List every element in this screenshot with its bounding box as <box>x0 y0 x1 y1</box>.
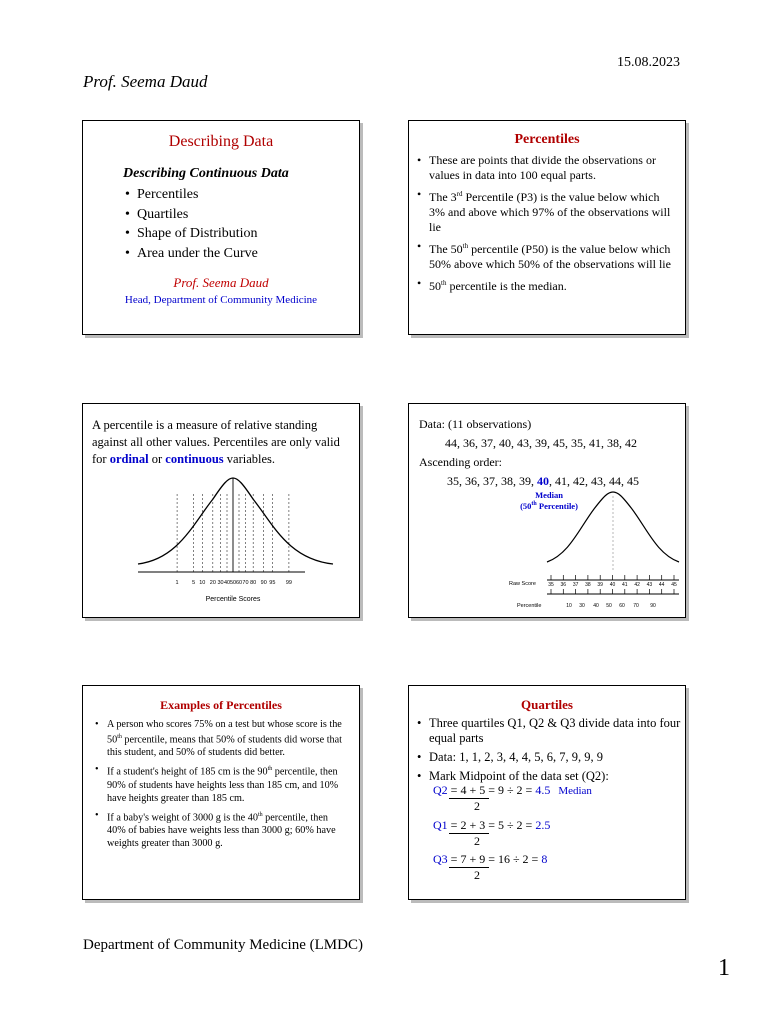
percentile-tick-label: 10 <box>566 603 572 609</box>
normal-curve <box>138 478 333 564</box>
list-item: • Percentiles <box>123 185 258 205</box>
list-item: • If a baby's weight of 3000 g is the 40th percentile, then 40% of babies have weights less than 3000 g; 60% have weights greater than 3000 g. <box>93 809 345 850</box>
q2-denominator: 2 <box>474 799 480 813</box>
fraction-bar <box>449 867 489 868</box>
tick-label: 30 <box>217 580 224 586</box>
tick-label: 80 <box>250 580 257 586</box>
tick-label: 60 <box>235 580 243 586</box>
raw-tick-label: 45 <box>671 582 677 588</box>
slide-title: Examples of Percentiles <box>160 698 282 712</box>
list-item: • 50th percentile is the median. <box>415 276 677 294</box>
tick-label: 5 <box>192 580 196 586</box>
page-number: 1 <box>718 955 730 981</box>
percentile-curve-figure <box>83 404 359 617</box>
footer-department: Department of Community Medicine (LMDC) <box>83 937 363 953</box>
list-item: • Mark Midpoint of the data set (Q2): <box>415 769 681 784</box>
slide-percentile-examples <box>82 685 360 900</box>
normal-curve <box>547 492 679 562</box>
percentile-label: Percentile <box>517 603 542 609</box>
list-item: • Area under the Curve <box>123 244 258 264</box>
definition-text: A percentile is a measure of relative standing against all other values. Percentiles are only valid for ordinal or continuous variables. <box>92 418 340 466</box>
percentile-tick-label: 90 <box>650 603 656 609</box>
slide-signature: Prof. Seema Daud <box>173 275 269 290</box>
raw-tick-label: 41 <box>622 582 628 588</box>
q2-formula: Q2 = 4 + 5 = 9 ÷ 2 = 4.5 Median <box>433 783 592 797</box>
tick-label: 95 <box>269 580 276 586</box>
tick-label: 40 <box>223 580 231 586</box>
list-item: • Three quartiles Q1, Q2 & Q3 divide data into four equal parts <box>415 716 681 746</box>
page-date: 15.08.2023 <box>617 55 680 70</box>
raw-tick-label: 36 <box>560 582 567 588</box>
slide-title: Quartiles <box>521 697 573 712</box>
q1-denominator: 2 <box>474 834 480 848</box>
slide-percentile-definition <box>82 403 360 618</box>
percentile-tick-label: 60 <box>619 603 625 609</box>
raw-tick-label: 39 <box>597 582 603 588</box>
slide-role: Head, Department of Community Medicine <box>124 294 318 306</box>
topic-list <box>123 185 258 263</box>
data-values: 44, 36, 37, 40, 43, 39, 45, 35, 41, 38, 42 <box>445 436 637 450</box>
example-bullets <box>93 718 345 850</box>
percentile-tick-label: 30 <box>579 603 585 609</box>
slide-subtitle: Describing Continuous Data <box>123 166 289 181</box>
percentile-ticks <box>551 589 674 609</box>
page-author: Prof. Seema Daud <box>83 72 208 91</box>
median-label: Median <box>535 490 563 500</box>
ascending-values: 35, 36, 37, 38, 39, 40, 41, 42, 43, 44, 45 <box>447 474 639 488</box>
raw-tick-label: 43 <box>646 582 653 588</box>
percentile-tick-label: 50 <box>606 603 612 609</box>
raw-tick-label: 42 <box>634 582 640 588</box>
data-label: Data: (11 observations) <box>419 417 532 431</box>
tick-label: 70 <box>242 580 249 586</box>
tick-label: 99 <box>285 580 292 586</box>
list-item: • Data: 1, 1, 2, 3, 4, 4, 5, 6, 7, 9, 9, 9 <box>415 750 681 765</box>
tick-label: 90 <box>260 580 267 586</box>
percentile-bullets <box>415 153 677 294</box>
q1-formula: Q1 = 2 + 3 = 5 ÷ 2 = 2.5 <box>433 818 551 832</box>
raw-score-label: Raw Score <box>509 581 536 587</box>
raw-score-ticks <box>548 575 677 588</box>
slide-title: Describing Data <box>168 133 274 150</box>
percentile-ticks <box>176 478 292 586</box>
list-item: • The 50th percentile (P50) is the value below which 50% above which 50% of the observations will lie <box>415 239 677 272</box>
raw-tick-label: 35 <box>548 582 554 588</box>
list-item: • These are points that divide the observations or values in data into 100 equal parts. <box>415 153 677 183</box>
fraction-bar <box>449 833 489 834</box>
ascending-label: Ascending order: <box>419 455 502 469</box>
list-item: • If a student's height of 185 cm is the 90th percentile, then 90% of students have heights less than 185 cm, and 10% have heights greater than 185 cm. <box>93 763 345 804</box>
q3-formula: Q3 = 7 + 9 = 16 ÷ 2 = 8 <box>433 852 548 866</box>
list-item: • A person who scores 75% on a test but whose score is the 50th percentile, means that 50% of students did worse that this student, and 50% of students did better. <box>93 718 345 759</box>
slide-percentiles <box>408 120 686 335</box>
list-item: • Quartiles <box>123 205 258 225</box>
slide-median-example <box>408 403 686 618</box>
percentile-tick-label: 40 <box>593 603 599 609</box>
raw-tick-label: 44 <box>658 582 665 588</box>
list-item: • Shape of Distribution <box>123 224 258 244</box>
tick-label: 1 <box>175 580 179 586</box>
quartile-bullets <box>415 716 681 784</box>
raw-tick-label: 37 <box>572 582 579 588</box>
percentile-tick-label: 70 <box>633 603 639 609</box>
q3-denominator: 2 <box>474 868 480 882</box>
fraction-bar <box>449 798 489 799</box>
median-sublabel: (50th Percentile) <box>520 501 578 511</box>
tick-label: 10 <box>199 580 206 586</box>
list-item: • The 3rd Percentile (P3) is the value below which 3% and above which 97% of the observations will lie <box>415 187 677 235</box>
slide-title: Percentiles <box>514 132 580 147</box>
slide-describing-data <box>82 120 360 335</box>
slide-quartiles <box>408 685 686 900</box>
axis-label: Percentile Scores <box>205 596 261 603</box>
raw-tick-label: 40 <box>609 582 616 588</box>
raw-tick-label: 38 <box>585 582 591 588</box>
tick-label: 50 <box>229 580 237 586</box>
tick-label: 20 <box>209 580 216 586</box>
median-curve-figure <box>409 404 685 617</box>
